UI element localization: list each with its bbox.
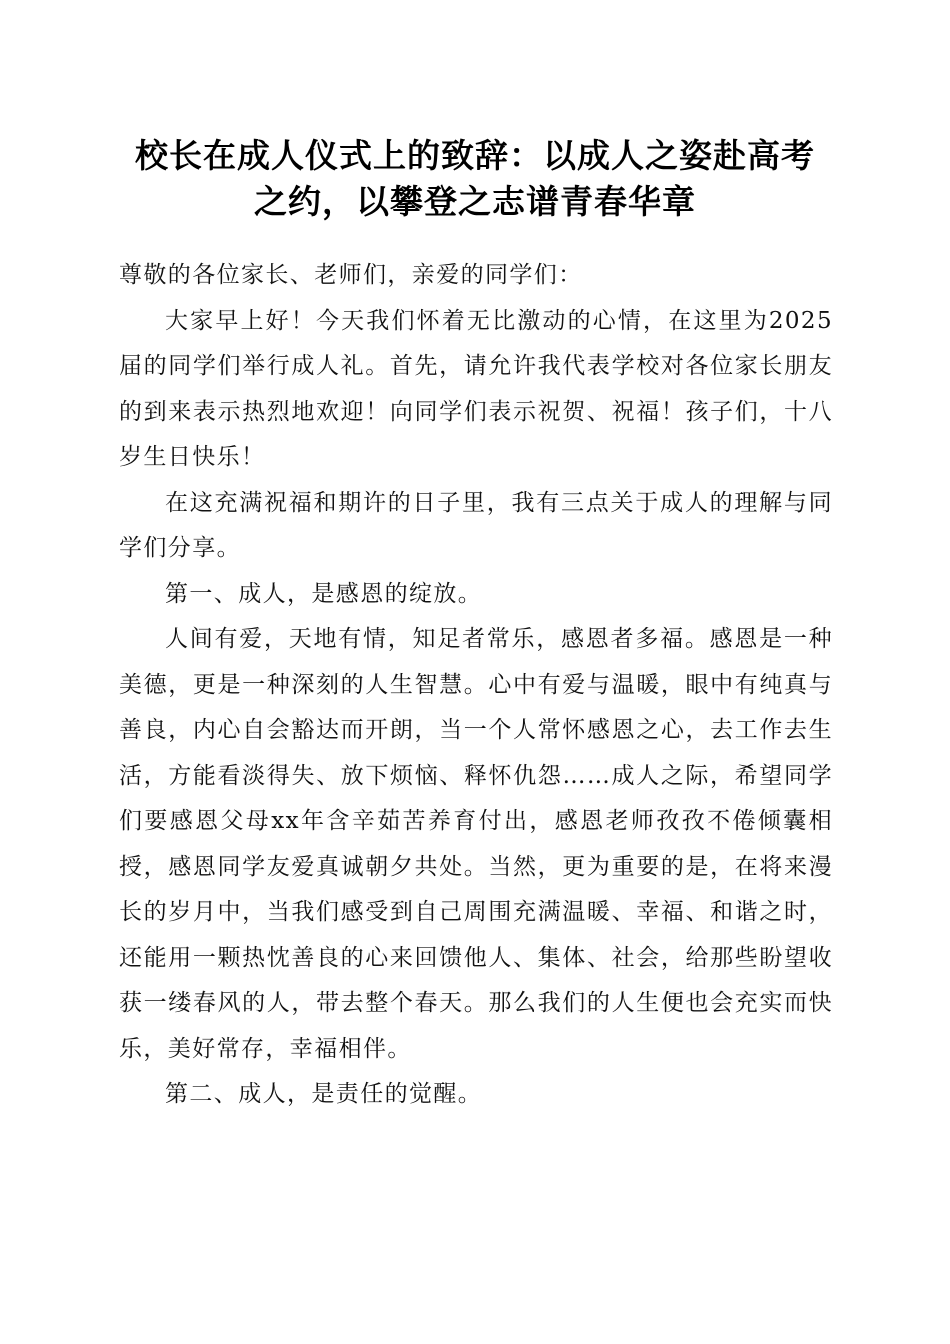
document-title xyxy=(90,133,860,225)
section-heading-2: 第二、成人，是责任的觉醒。 xyxy=(165,1081,483,1107)
paragraph-gratitude: 人间有爱，天地有情，知足者常乐，感恩者多福。感恩是一种美德，更是一种深刻的人生智慧。心中有爱与温暖，眼中有纯真与善良，内心自会豁达而开朗，当一个人常怀感恩之心，去工作去生活，方能看淡得失、放下烦恼、释怀仇怨……成人之际，希望同学们要感恩父母xx年含辛茹苦养育付出，感恩老师孜孜不倦倾囊相授，感恩同学友爱真诚朝夕共处。当然，更为重要的是，在将来漫长的岁月中，当我们感受到自己周围充满温暖、幸福、和谐之时，还能用一颗热忱善良的心来回馈他人、集体、社会，给那些盼望收获一缕春风的人，带去整个春天。那么我们的人生便也会充实而快乐，美好常存，幸福相伴。 xyxy=(119,626,833,1062)
salutation: 尊敬的各位家长、老师们，亲爱的同学们： xyxy=(119,262,583,288)
title-line-1: 校长在成人仪式上的致辞：以成人之姿赴高考 xyxy=(135,136,815,175)
section-heading-1: 第一、成人，是感恩的绽放。 xyxy=(165,580,483,607)
title-line-2: 之约，以攀登之志谱青春华章 xyxy=(254,182,696,221)
document-body xyxy=(119,253,833,1118)
paragraph-greeting: 大家早上好！今天我们怀着无比激动的心情，在这里为2025届的同学们举行成人礼。首先，请允许我代表学校对各位家长朋友的到来表示热烈地欢迎！向同学们表示祝贺、祝福！孩子们，十八岁生日快乐！ xyxy=(119,307,833,470)
paragraph-intro: 在这充满祝福和期许的日子里，我有三点关于成人的理解与同学们分享。 xyxy=(119,489,833,561)
